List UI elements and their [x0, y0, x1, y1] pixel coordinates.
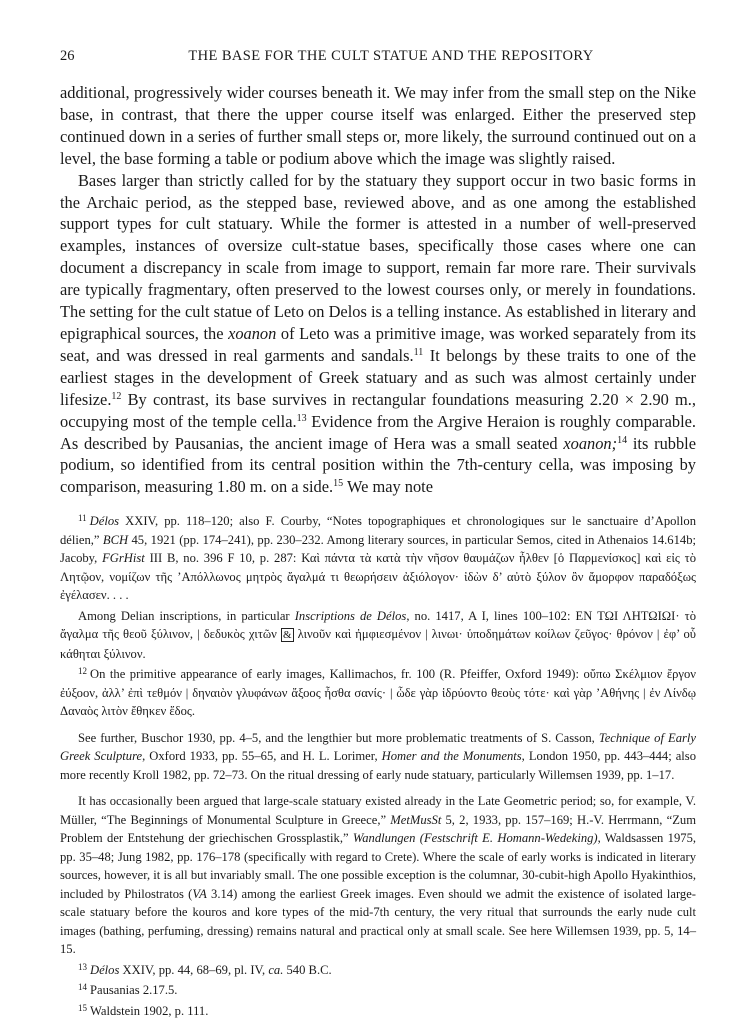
footnote-ref[interactable]: 15 — [333, 478, 344, 490]
emphasis: xoanon — [228, 323, 277, 343]
page-number: 26 — [60, 48, 75, 64]
footnote-marker: 12 — [78, 666, 87, 677]
footnote-11: $^{11}$ Délos XXIV, pp. 118–120; also F. Courby, “Notes topographiques et chronologiques sur le sanctuaire d’Apollon délien,” BCH 45, 1921 (pp. 174–241), pp. 230–232. Among literary sources, in particular Semos, cited in Athenaios 14.614b; Jacoby, FGrHist III B, no. 396 F 10, p. 287: Καὶ πάντα τὰ κατὰ τὴν νῆσον θαυμάζων ἦλθεν [ὁ Παρμενίσκος] καὶ εἰς τὸ Λητῷον, νομίζων τῆς ’Απόλλωνος μητρὸς ἄγαλμά τι θεωρήσειν ἀξιόλογον· ἰδὼν δ’ αὐτὸ ξύλον ὂν ἄμορφον παραδόξως ἐγέλασεν. . . . — [60, 513, 696, 603]
footnote-marker: 15 — [78, 1002, 87, 1013]
emphasis: xoanon; — [563, 433, 618, 453]
boxed-glyph: & — [282, 629, 292, 642]
footnote-14: $^{14}$ Pausanias 2.17.5. — [78, 982, 178, 998]
footnote-11-continued: Among Delian inscriptions, in particular Inscriptions de Délos, no. 1417, A I, lines 100–102: ΕΝ ΤΩΙ ΛΗΤΩΙΩΙ· τὸ ἄγαλμα τῆς θεοῦ ξύλινον, | δεδυκὸς χιτῶν & λινοῦν καὶ ἠμφιεσμένον | λινωι· ὑποδημάτων κοίλων ζεῦγος· θρόνον | ἐφ’ οὗ κάθηται ξύλινον. — [60, 608, 696, 661]
footnote-13: $^{13}$ Délos XXIV, pp. 44, 68–69, pl. IV, ca. 540 B.C. — [78, 961, 332, 977]
footnotes — [60, 512, 696, 1020]
footnote-12: $^{12}$ On the primitive appearance of early images, Kallimachos, fr. 100 (R. Pfeiffer, Oxford 1949): οὔπω Σκέλμιον ἔργον ἐύξοον, ἀλλ’ ἐπὶ τεθμόν | δηναιὸν γλυφάνων ἄξοος ἦσθα σανίς· | ὧδε γὰρ ἱδρύοντο θεοὺς τότε· καὶ γὰρ ’Αθήνης | ἐν Λίνδῳ Δαναὸς λιτὸν ἔθηκεν ἕδος. — [60, 666, 696, 719]
page — [60, 48, 696, 1022]
footnote-15: $^{15}$ Waldstein 1902, p. 111. — [78, 1002, 209, 1018]
paragraph: additional, progressively wider courses beneath it. We may infer from the small step on the Nike base, in contrast, that there the upper course itself was enlarged. Either the preserved step continued down in a series of further small steps or, more likely, the surround continued out on a level, the base forming a table or podium above which the image was slightly raised. — [60, 83, 696, 168]
main-text — [60, 82, 696, 498]
paragraph: Bases larger than strictly called for by the statuary they support occur in two basic forms in the Archaic period, as the stepped base, reviewed above, and as one among the established support types for cult statuary. While the former is attested in a number of well-preserved examples, instances of oversize cult-statue bases, specifically those cases where one can document a discrepancy in scale from image to support, remain far more rare. Their survivals are typically fragmentary, often preserved to the lowest courses only, or merely in foundations. The setting for the cult statue of Leto on Delos is a telling instance. As established in literary and epigraphical sources, the xoanon of Leto was a primitive image, was worked separately from its seat, and was dressed in real garments and sandals.$^{11}$ It belongs by these traits to one of the earliest stages in the development of Greek statuary and as such was almost certainly under lifesize.$^{12}$ By contrast, its base survives in rectangular foundations measuring 2.20 × 2.90 m., occupying most of the temple cella.$^{13}$ Evidence from the Argive Heraion is roughly comparable. As described by Pausanias, the ancient image of Hera was a small seated xoanon;$^{14}$ its rubble podium, so identified from its central position within the 7th-century cella, was imposing by comparison, measuring 1.80 m. on a side.$^{15}$ We may note — [60, 170, 696, 497]
footnote-marker: 14 — [78, 982, 87, 993]
footnote-12-continued: See further, Buschor 1930, pp. 4–5, and the lengthier but more problematic treatments of S. Casson, Technique of Early Greek Sculpture, Oxford 1933, pp. 55–65, and H. L. Lorimer, Homer and the Monuments, London 1950, pp. 443–444; also more recently Kroll 1982, pp. 72–73. On the ritual dressing of early nude statuary, particularly Willemsen 1939, pp. 1–17. — [60, 730, 696, 782]
footnote-ref[interactable]: 13 — [296, 412, 307, 424]
footnote-ref[interactable]: 12 — [111, 390, 122, 402]
footnote-marker: 13 — [78, 961, 87, 972]
footnote-ref[interactable]: 14 — [617, 434, 628, 446]
running-title: THE BASE FOR THE CULT STATUE AND THE REPOSITORY — [188, 48, 594, 64]
running-header — [60, 48, 696, 70]
footnote-12-continued-2: It has occasionally been argued that large-scale statuary existed already in the Late Geometric period; so, for example, V. Müller, “The Beginnings of Monumental Sculpture in Greece,” MetMusSt 5, 2, 1933, pp. 157–169; H.-V. Herrmann, “Zum Problem der Entstehung der griechischen Grossplastik,” Wandlungen (Festschrift E. Homann-Wedeking), Waldsassen 1975, pp. 35–48; Jung 1982, pp. 176–178 (specifically with regard to Crete). Where the scale of early works is indicated in literary sources, however, it is all but invariably small. The one possible exception is the columnar, 30-cubit-high Apollo Hyakinthios, included by Philostratos (VA 3.14) among the earliest Greek images. Even should we admit the existence of isolated large-scale statuary before the kouros and kore types of the mid-7th century, the very ritual that surrounds the early nude cult images (bathing, perfuming, dressing) remains natural and practical only at small scale. See here Willemsen 1939, pp. 5, 14–15. — [60, 794, 697, 957]
footnote-marker: 11 — [78, 513, 87, 524]
footnote-ref[interactable]: 11 — [413, 346, 424, 358]
